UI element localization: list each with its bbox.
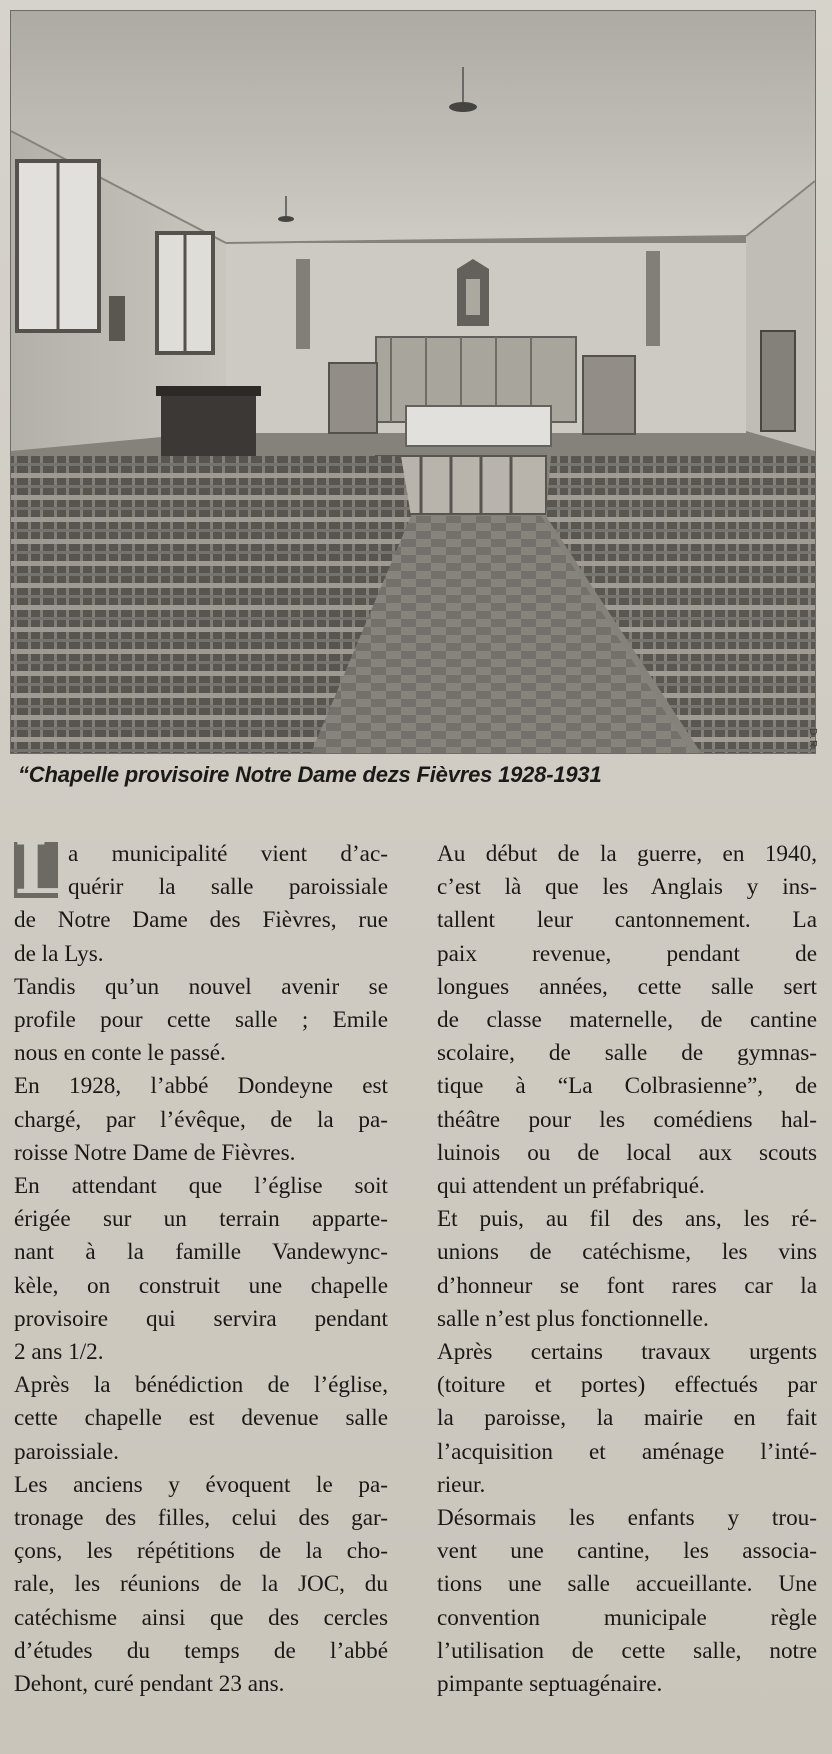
article-line: longues années, cette salle sert	[437, 973, 817, 1000]
article-line: Les anciens y évoquent le pa-	[14, 1471, 388, 1498]
article-line: quérir la salle paroissiale	[68, 874, 388, 901]
article-line: nant à la famille Vandewync-	[14, 1239, 388, 1266]
article-line: tique à “La Colbrasienne”, de	[437, 1073, 817, 1100]
article-line: Après la bénédiction de l’église,	[14, 1372, 388, 1399]
article-line: tions une salle accueillante. Une	[437, 1571, 817, 1598]
article-line: de la Lys.	[14, 940, 104, 967]
article-line: cette chapelle est devenue salle	[14, 1405, 388, 1432]
photo-credit: D.R.	[807, 728, 818, 752]
article-line: l’utilisation de cette salle, notre	[437, 1637, 817, 1664]
article-line: paroissiale.	[14, 1438, 119, 1465]
article-line: paix revenue, pendant de	[437, 940, 817, 967]
article-line: catéchisme ainsi que des cercles	[14, 1604, 388, 1631]
dropcap-letter: L	[14, 825, 65, 910]
article-line: nous en conte le passé.	[14, 1040, 226, 1067]
article-line: convention municipale règle	[437, 1604, 817, 1631]
article-line: pimpante septuagénaire.	[437, 1671, 663, 1698]
article-line: luinois ou de local aux scouts	[437, 1139, 817, 1166]
article-column-right	[437, 838, 817, 1701]
article-line: Désormais les enfants y trou-	[437, 1505, 817, 1532]
article-line: (toiture et portes) effectués par	[437, 1372, 817, 1399]
article-line: çons, les répétitions de la cho-	[14, 1538, 388, 1565]
chapel-interior-photo	[10, 10, 816, 754]
article-line: unions de catéchisme, les vins	[437, 1239, 817, 1266]
article-line: profile pour cette salle ; Emile	[14, 1007, 388, 1034]
article-line: théâtre pour les comédiens hal-	[437, 1106, 817, 1133]
article-line: d’études du temps de l’abbé	[14, 1637, 388, 1664]
photo-caption: “Chapelle provisoire Notre Dame dezs Fièvres 1928-1931	[18, 762, 602, 787]
article-line: qui attendent un préfabriqué.	[437, 1173, 705, 1200]
article-line: Au début de la guerre, en 1940,	[437, 841, 817, 867]
article-text-right	[437, 838, 817, 1701]
article-text-left	[14, 838, 388, 1701]
article-line: tallent leur cantonnement. La	[437, 907, 817, 934]
article-line: rieur.	[437, 1471, 486, 1498]
article-line: l’acquisition et aménage l’inté-	[437, 1438, 817, 1465]
article-line: c’est là que les Anglais y ins-	[437, 874, 817, 901]
article-line: érigée sur un terrain apparte-	[14, 1206, 388, 1233]
article-line: la paroisse, la mairie en fait	[437, 1405, 817, 1432]
article-line: chargé, par l’évêque, de la pa-	[14, 1106, 388, 1133]
article-line: kèle, on construit une chapelle	[14, 1272, 388, 1299]
article-line: d’honneur se font rares car la	[437, 1272, 817, 1299]
article-line: de classe maternelle, de cantine	[437, 1007, 817, 1034]
article-line: roisse Notre Dame de Fièvres.	[14, 1139, 296, 1166]
article-line: Après certains travaux urgents	[437, 1339, 817, 1366]
article-line: En attendant que l’église soit	[14, 1173, 388, 1200]
article-line: scolaire, de salle de gymnas-	[437, 1040, 817, 1067]
article-line: provisoire qui servira pendant	[14, 1305, 388, 1332]
article-line: Dehont, curé pendant 23 ans.	[14, 1671, 285, 1698]
article-line: Et puis, au fil des ans, les ré-	[437, 1206, 817, 1233]
article-line: vent une cantine, les associa-	[437, 1538, 817, 1565]
article-line: 2 ans 1/2.	[14, 1339, 104, 1366]
dropcap	[14, 825, 65, 910]
article-line: Tandis qu’un nouvel avenir se	[14, 973, 388, 1000]
article-line: rale, les réunions de la JOC, du	[14, 1571, 388, 1598]
article-line: tronage des filles, celui des gar-	[14, 1505, 388, 1532]
article-column-left	[14, 825, 388, 1701]
article-line: a municipalité vient d’ac-	[68, 841, 388, 867]
article-line: salle n’est plus fonctionnelle.	[437, 1305, 709, 1332]
article-line: En 1928, l’abbé Dondeyne est	[14, 1073, 388, 1100]
article-line: de Notre Dame des Fièvres, rue	[14, 907, 388, 934]
